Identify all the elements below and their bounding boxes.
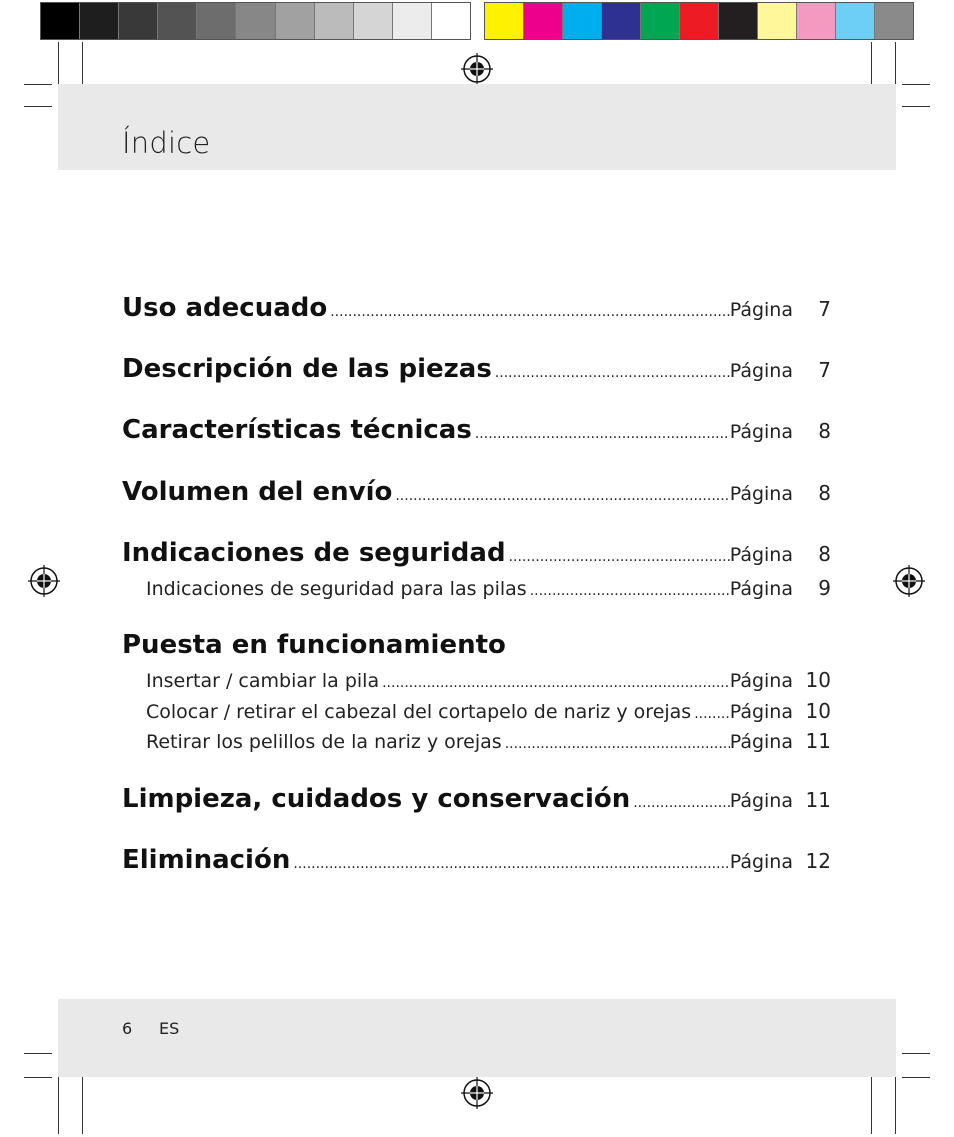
crop-mark	[24, 1053, 52, 1054]
color-swatch	[276, 3, 315, 39]
dot-leader	[633, 795, 729, 811]
page-word: Página	[729, 299, 793, 321]
color-swatch	[680, 3, 719, 39]
footer-language: ES	[159, 1019, 180, 1038]
toc-entry-title: Puesta en funcionamiento	[122, 630, 506, 660]
registration-mark-icon	[893, 565, 925, 597]
toc-entry[interactable]	[122, 415, 831, 445]
footer-page-number: 6	[122, 1019, 133, 1038]
crop-mark	[82, 42, 83, 90]
toc-subentry[interactable]	[122, 699, 831, 723]
toc-entry-title: Uso adecuado	[122, 293, 328, 323]
color-swatch	[758, 3, 797, 39]
color-swatch	[602, 3, 641, 39]
registration-mark-icon	[461, 53, 493, 85]
page-word: Página	[729, 670, 793, 692]
page-word: Página	[729, 731, 793, 753]
dot-leader	[505, 736, 730, 752]
dot-leader	[395, 488, 729, 504]
dot-leader	[694, 706, 730, 722]
footer-band	[58, 999, 896, 1077]
color-swatch	[797, 3, 836, 39]
color-swatch	[563, 3, 602, 39]
toc-section-heading[interactable]	[122, 630, 831, 660]
dot-leader	[293, 856, 729, 872]
toc-entry-title: Indicaciones de seguridad	[122, 538, 506, 568]
toc-entry[interactable]	[122, 354, 831, 384]
page-number: 7	[818, 297, 831, 321]
page-number: 12	[805, 849, 831, 873]
page-number: 11	[805, 729, 831, 753]
dot-leader	[382, 675, 730, 691]
color-swatch	[236, 3, 275, 39]
toc-entry-title: Eliminación	[122, 845, 291, 875]
page-number: 11	[805, 788, 831, 812]
toc-subentry[interactable]	[122, 576, 831, 600]
toc-subentry-title: Retirar los pelillos de la nariz y orejas	[146, 731, 502, 753]
toc-subentry-title: Colocar / retirar el cabezal del cortapelo de nariz y orejas	[146, 701, 692, 723]
color-swatch	[432, 3, 470, 39]
crop-mark	[902, 106, 930, 107]
crop-mark	[902, 1077, 930, 1078]
color-swatch	[197, 3, 236, 39]
page-number: 10	[805, 668, 831, 692]
color-swatch	[158, 3, 197, 39]
crop-mark	[902, 1053, 930, 1054]
page-word: Página	[729, 701, 793, 723]
page-number: 10	[805, 699, 831, 723]
page-number: 9	[818, 576, 831, 600]
crop-mark	[24, 106, 52, 107]
color-swatch	[119, 3, 158, 39]
toc-entry-title: Volumen del envío	[122, 477, 393, 507]
crop-mark	[24, 1077, 52, 1078]
page-word: Página	[729, 544, 793, 566]
color-swatch	[524, 3, 563, 39]
color-swatch	[641, 3, 680, 39]
page-word: Página	[729, 483, 793, 505]
toc-subentry[interactable]	[122, 729, 831, 753]
page-word: Página	[729, 790, 793, 812]
toc-entry[interactable]	[122, 293, 831, 323]
crop-mark	[82, 1074, 83, 1134]
color-swatch	[485, 3, 524, 39]
toc-entry[interactable]	[122, 477, 831, 507]
registration-mark-icon	[28, 565, 60, 597]
page-word: Página	[729, 578, 793, 600]
crop-mark	[58, 42, 59, 90]
color-swatch	[875, 3, 913, 39]
crop-mark	[871, 42, 872, 90]
page-word: Página	[729, 421, 793, 443]
dot-leader	[475, 426, 730, 442]
toc-entry[interactable]	[122, 538, 831, 568]
color-bar	[484, 2, 914, 40]
crop-mark	[895, 42, 896, 90]
page-number: 7	[818, 358, 831, 382]
page-number: 8	[818, 542, 831, 566]
toc-entry-title: Limpieza, cuidados y conservación	[122, 784, 631, 814]
crop-mark	[24, 84, 52, 85]
crop-mark	[871, 1074, 872, 1134]
crop-mark	[58, 1074, 59, 1134]
page-number: 8	[818, 481, 831, 505]
color-swatch	[393, 3, 432, 39]
dot-leader	[509, 549, 730, 565]
registration-mark-icon	[461, 1077, 493, 1109]
page-word: Página	[729, 851, 793, 873]
toc-entry[interactable]	[122, 845, 831, 875]
crop-mark	[902, 84, 930, 85]
toc-subentry[interactable]	[122, 668, 831, 692]
dot-leader	[330, 304, 729, 320]
toc-entry-title: Descripción de las piezas	[122, 354, 492, 384]
color-swatch	[315, 3, 354, 39]
color-swatch	[41, 3, 80, 39]
dot-leader	[495, 365, 730, 381]
grayscale-bar	[40, 2, 471, 40]
toc-subentry-title: Insertar / cambiar la pila	[146, 670, 380, 692]
page-word: Página	[729, 360, 793, 382]
color-swatch	[354, 3, 393, 39]
toc-subentry-title: Indicaciones de seguridad para las pilas	[146, 578, 527, 600]
color-swatch	[80, 3, 119, 39]
color-swatch	[719, 3, 758, 39]
page-title: Índice	[122, 126, 211, 160]
toc-entry-title: Características técnicas	[122, 415, 472, 445]
dot-leader	[530, 583, 730, 599]
crop-mark	[895, 1074, 896, 1134]
color-swatch	[836, 3, 875, 39]
toc-entry[interactable]	[122, 784, 831, 814]
page-number: 8	[818, 419, 831, 443]
